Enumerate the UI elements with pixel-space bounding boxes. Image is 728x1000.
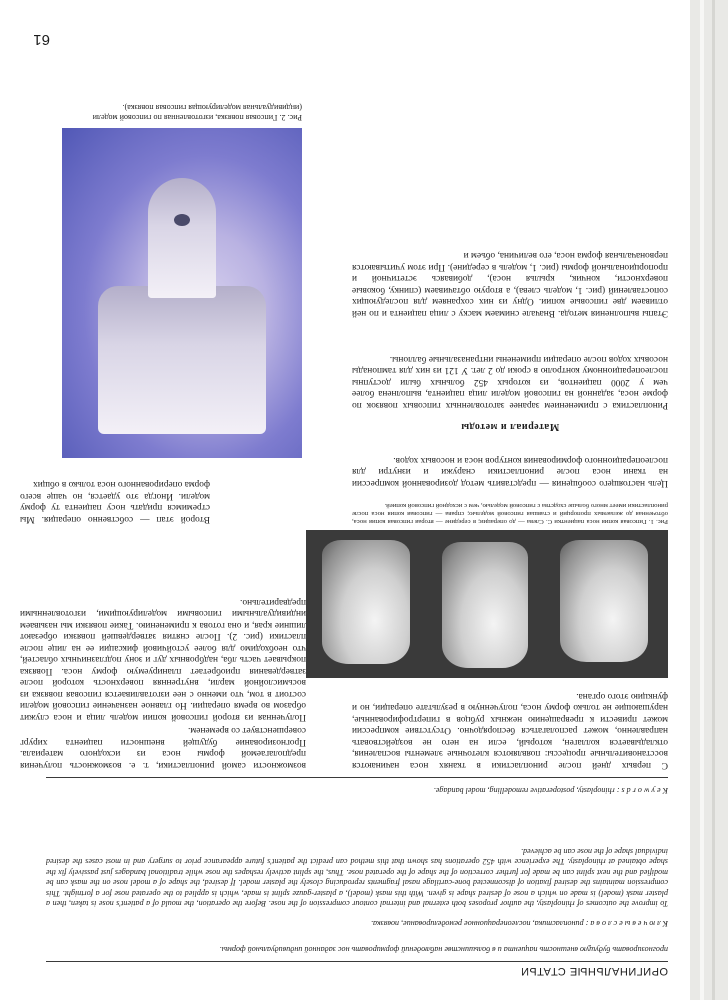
plaster-splint-neck <box>148 178 216 298</box>
plaster-cast-before <box>560 540 648 662</box>
page-stack-highlight <box>700 0 704 1000</box>
plaster-cast-after <box>322 540 410 664</box>
plaster-splint-shape <box>98 286 266 434</box>
running-head: ОРИГИНАЛЬНЫЕ СТАТЬИ <box>520 965 668 977</box>
head-rule <box>46 961 668 962</box>
splint-nose-opening <box>174 214 190 226</box>
intro-paragraph: С первых дней после ринопластики в тканях носа начинаются восстановительные процессы: появляются клеточные элементы воспаления, откладывается коллаген, который, если на него не воздействовать направленно, может располагаться беспорядочно. Отсутствие компрессии может привести к превращению нежных рубцов в гипертрофированные, нарушающие не только форму носа, полученную в результате операции, но и функцию этого органа. <box>352 690 668 770</box>
right-col-para-3: Второй этап — собственно операция. Мы стремимся придать носу пациента ту форму модели. Иногда это удается, но чаще всего форма оперированного носа только в общих <box>20 479 210 524</box>
right-col-para-2: Полученная из второй гипсовой копии модель лица и носа служит образом во время операции. Но главное назначение гипсовой модели состоит в том, что именно с нее изготавливается гипсовая повязка из восьмислойной марли, внутренняя поверхность которой после затвердевания приобретает планируемую форму носа. Повязка покрывает часть лба, надбровных дуг и зону подглазничных областей, что необходимо для более устойчивой фиксации ее на лице после пластики (рис. 2). После снятия затвердевшей повязки обрезают лишние края, и она готова к применению. Такие повязки мы называем индивидуальными гипсовыми моделирующими, изготовленными предварительно. <box>20 596 306 722</box>
figure-2-caption: Рис. 2. Гипсовая повязка, изготовленная по гипсовой модели (индивидуальная моделирующая гипсовая повязка). <box>92 103 302 122</box>
abstract-ru-keywords: К л ю ч е в ы е с л о в а : ринопластика, послеоперационное ремоделирование, повязка. <box>370 919 668 928</box>
plaster-model <box>442 542 528 668</box>
abstract-rule <box>46 777 668 778</box>
section-title: Материал и методы <box>460 421 560 432</box>
abstract-en: To improve the outcomes of rhinoplasty, the author proposes both external and internal contour compression of the nose. Before the operation, the mould of a patient's nose is taken, then a plaster mask (model) is made on which a nose of desired shape is given. With this mask (model), a plaster-gauze splint is made, which is applied to the operated nose for a fortnight. This compression maintains the desired fixation of disconnected bone-cartilage nasal fragments reproducing closely the plaster model. If desired, the shape of a model nose on the mask can be modified and the next splint can be made for further correction of the shape of the operated nose. Thus, the splint actively reshapes the nose while traditional bandages just passively fix the shape obtained at rhinoplasty. The experience with 452 operations has shown that this method can predict the patient's future appearance prior to surgery and in most cases the desired individual shape of the nose can be achieved. <box>46 846 668 908</box>
page-stack-edge <box>690 0 728 1000</box>
aim-paragraph: Цель настоящего сообщения — представить метод дозированной компрессии на ткани носа после ринопластики снаружи и изнутри для послеоперационного формирования контуров носа и носовых ходов. <box>352 454 668 488</box>
abstract-ru-tail: прогнозировать будущую внешность пациента и в большинстве наблюдений формировать нос заданной индивидуальной формы. <box>219 945 668 954</box>
abstract-en-keywords: K e y w o r d s : rhinoplasty, postoperative remodelling, model bandage. <box>433 786 668 795</box>
method-paragraph: Этапы выполнения метода. Вначале снимаем маску с лица пациента и по ней отливаем две гипсовые копии. Одну из них сохраняем для последующих сопоставлений (рис. 1, модель слева), а вторую обтачиваем (спинку, боковые поверхности, кончик, крылья носа), добиваясь эстетичной и пропорциональной формы (рис. 1, модель в середине). При этом учитываются первоначальная форма носа, его величина, объем и <box>352 250 668 318</box>
page-stack-shadow <box>712 0 715 1000</box>
page-number: 61 <box>33 31 50 48</box>
figure-2-photo <box>62 128 302 458</box>
figure-1-photo <box>306 530 668 678</box>
right-col-para-1: возможности самой ринопластики, т. е. возможность получения предполагаемой формы носа из исходного материала. Прогнозирование будущей внешности пациента хирург совершенствует со временем. <box>20 725 306 770</box>
material-paragraph: Ринопластика с применением заранее заготовленных гипсовых повязок по форме носа, заданной на гипсовой модели лица пациента, выполнена более чем у 2000 пациентов, из которых 452 больных были доступны послеоперационному контролю в сроки до 2 лет. У 121 из них для тампонады носовых ходов после операции применены интраназальные баллоны. <box>352 353 668 410</box>
figure-1-caption: Рис. 1. Гипсовая копия носа пациентки С. Слева — до операции; в середине — вторая гипсовая копия носа, обточенная до желаемых пропорций и ставшая гипсовой моделью; справа — гипсовая копия носа после ринопластики имеет много больше сходства с гипсовой моделью, чем с исходной гипсовой копией. <box>352 501 668 525</box>
